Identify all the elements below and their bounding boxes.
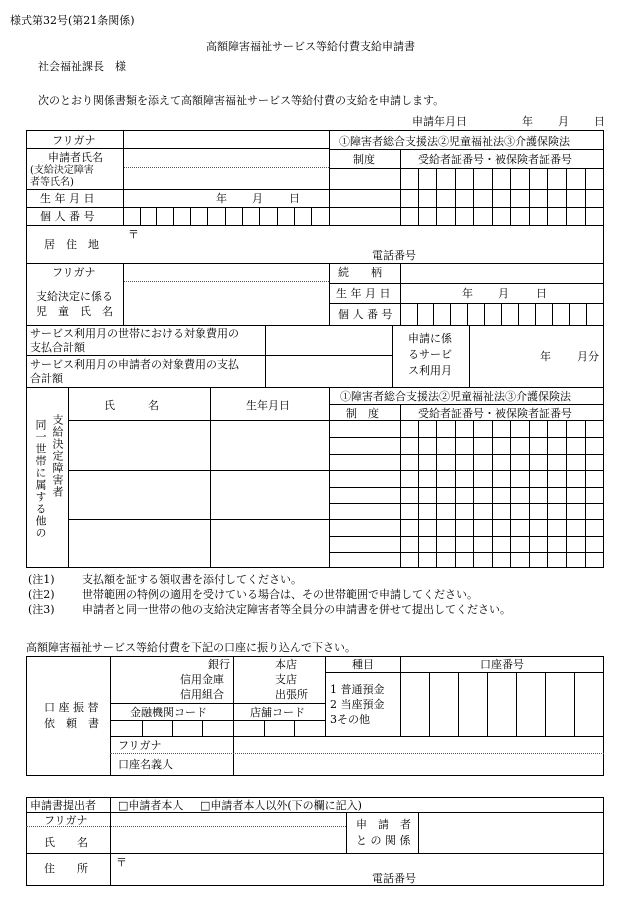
branch-type-branch: 支店 [275, 673, 297, 686]
date-year: 年 [522, 115, 533, 128]
household-side-label-2: 支給決定障害者 [51, 414, 64, 498]
child-birth-day: 日 [536, 287, 547, 300]
household-birth-header: 生年月日 [246, 399, 290, 412]
child-furigana-label: フリガナ [52, 266, 96, 279]
service-month-label-line3: ス利用月 [408, 364, 452, 377]
inst-type-kumiai: 信用組合 [180, 688, 224, 701]
submitter-furigana-label: フリガナ [44, 814, 88, 827]
inst-code-label: 金融機関コード [130, 706, 207, 719]
bank-label-line1: 口 座 振 替 [44, 701, 99, 714]
bank-intro: 高額障害福祉サービス等給付費を下記の口座に振り込んで下さい。 [26, 641, 356, 654]
submitter-option-self[interactable]: □申請者本人 [118, 799, 184, 812]
child-birth-year: 年 [462, 287, 473, 300]
household-cost-line2: 支払合計額 [30, 341, 85, 354]
applicant-birth-day: 日 [289, 192, 300, 205]
submitter-phone-label: 電話番号 [372, 872, 416, 885]
addressee: 社会福祉課長 様 [38, 60, 126, 73]
account-holder-field[interactable] [240, 756, 595, 772]
household-cert-header: 受給者証番号・被保険者証番号 [418, 407, 572, 420]
note-1-num: (注1) [28, 573, 55, 586]
submitter-name-label: 氏 名 [44, 836, 88, 849]
submitter-option-other[interactable]: □申請者本人以外(下の欄に記入) [200, 799, 362, 812]
note-3-num: (注3) [28, 603, 55, 616]
note-1-text: 支払額を証する領収書を添付してください。 [82, 573, 302, 586]
service-month-label-line2: るサービ [408, 348, 452, 361]
inst-type-shinkin: 信用金庫 [180, 673, 224, 686]
applicant-id-label: 個 人 番 号 [40, 210, 95, 223]
submitter-relation-line1: 申 請 者 [356, 818, 411, 831]
applicant-name-field[interactable] [126, 169, 326, 187]
applicant-postal-mark: 〒 [128, 228, 139, 241]
account-holder-label: 口座名義人 [118, 758, 173, 771]
applicant-birth-month: 月 [252, 192, 263, 205]
inst-type-bank: 銀行 [208, 658, 230, 671]
page-title: 高額障害福祉サービス等給付費支給申請書 [206, 40, 415, 53]
applicant-system-label: 制度 [353, 153, 375, 166]
household-system-header: 制 度 [346, 407, 379, 420]
applicant-address-label: 居 住 地 [44, 238, 99, 251]
applicant-name-sub2: 者等氏名) [30, 177, 74, 188]
applicant-furigana-label: フリガナ [52, 134, 96, 147]
submitter-address-label: 住 所 [44, 862, 88, 875]
account-type-header: 種目 [352, 658, 374, 671]
note-2-num: (注2) [28, 588, 55, 601]
service-month-year: 年 [540, 350, 551, 363]
account-number-header: 口座番号 [480, 658, 524, 671]
household-side-label-1: 同一世帯に属する他の [34, 419, 47, 539]
branch-type-main: 本店 [275, 658, 297, 671]
household-name-header: 氏 名 [104, 399, 159, 412]
submitter-label: 申請書提出者 [30, 799, 96, 812]
note-2-text: 世帯範囲の特例の適用を受けている場合は、その世帯範囲で申請してください。 [82, 588, 478, 601]
bank-label-line2: 依 頼 書 [44, 717, 99, 730]
applicant-cert-label: 受給者証番号・被保険者証番号 [418, 153, 572, 166]
form-number: 様式第32号(第21条関係) [10, 14, 135, 27]
date-day: 日 [594, 115, 605, 128]
applicant-cost-line1: サービス利用月の申請者の対象費用の支払 [30, 358, 239, 371]
note-3-text: 申請者と同一世帯の他の支給決定障害者等全員分の申請書を併せて提出してください。 [82, 603, 511, 616]
applicant-cost-line2: 合計額 [30, 372, 63, 385]
applicant-furigana-field[interactable] [126, 150, 326, 166]
submitter-relation-line2: と の 関 係 [356, 834, 411, 847]
applicant-law-header: ①障害者総合支援法②児童福祉法③介護保険法 [339, 135, 570, 148]
applicant-name-sub1: (支給決定障害 [30, 165, 94, 176]
account-type-1: 1 普通預金 [330, 683, 385, 696]
submitter-postal-mark: 〒 [116, 856, 127, 869]
child-id-label: 個 人 番 号 [338, 308, 393, 321]
branch-code-label: 店舗コード [250, 706, 305, 719]
household-law-header: ①障害者総合支援法②児童福祉法③介護保険法 [340, 390, 571, 403]
applicant-birth-label: 生 年 月 日 [40, 192, 95, 205]
branch-type-office: 出張所 [275, 688, 308, 701]
account-type-2: 2 当座預金 [330, 698, 385, 711]
household-cost-line1: サービス利用月の世帯における対象費用の [30, 327, 239, 340]
child-label-line1: 支給決定に係る [36, 290, 113, 303]
child-relation-label: 続 柄 [338, 266, 382, 279]
date-month: 月 [558, 115, 569, 128]
service-month-month: 月分 [577, 350, 599, 363]
applicant-name-label: 申請者氏名 [48, 151, 103, 164]
account-type-3: 3その他 [330, 713, 370, 726]
applicant-phone-label: 電話番号 [372, 249, 416, 262]
child-label-line2: 児 童 氏 名 [36, 305, 113, 318]
intro-text: 次のとおり関係書類を添えて高額障害福祉サービス等給付費の支給を申請します。 [38, 94, 445, 107]
service-month-label-line1: 申請に係 [408, 332, 452, 345]
child-birth-label: 生 年 月 日 [336, 287, 391, 300]
date-label: 申請年月日 [412, 115, 467, 128]
child-birth-month: 月 [498, 287, 509, 300]
bank-furigana-label: フリガナ [118, 739, 162, 752]
applicant-birth-year: 年 [216, 192, 227, 205]
